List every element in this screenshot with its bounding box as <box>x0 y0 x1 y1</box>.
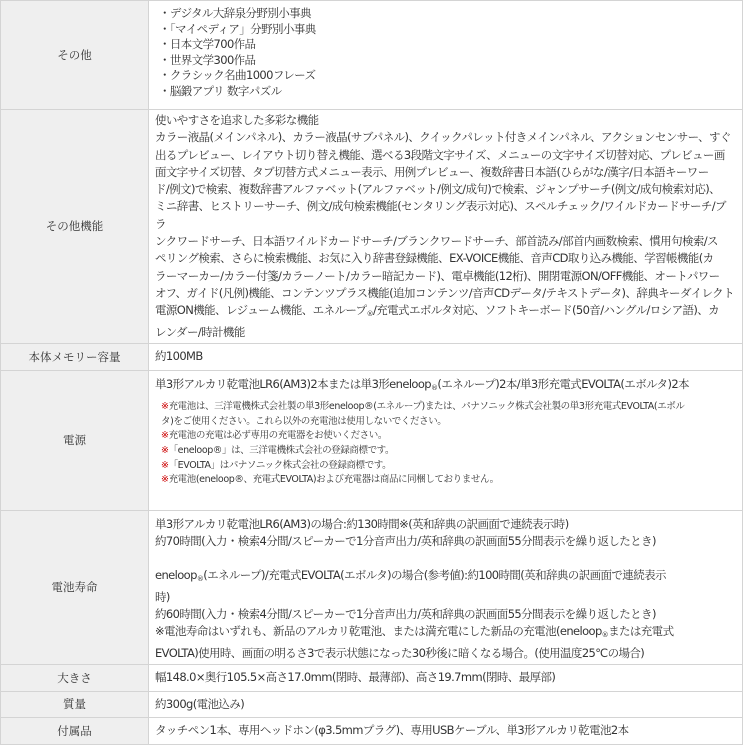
functions-line: オフ、ガイド(凡例)機能、コンテンツプラス機能(追加コンテンツ/音声CDデータ/テキストデータ)、辞典キーダイレクト <box>155 285 734 300</box>
list-item: ・ デジタル大辞泉分野別小事典 <box>159 6 736 22</box>
row-label: その他機能 <box>1 110 149 344</box>
functions-text: /充電式エボルタ対応、ソフトキーボード(50音/ハングル/ロシア語)、カ <box>372 303 720 318</box>
note-text: 充電池は、三洋電機株式会社製の単3形eneloop®(エネループ)または、パナソニック株式会社製の単3形充電式EVOLTA(エボル <box>168 401 685 413</box>
functions-line <box>155 302 736 323</box>
functions-line: レンダー/時計機能 <box>155 324 245 339</box>
power-text: (エネループ)2本/単3形充電式EVOLTA(エボルタ)2本 <box>437 376 689 391</box>
note-mark: ※ <box>161 459 169 471</box>
registered-mark: ® <box>196 575 204 584</box>
note-text: 充電池の充電は必ず専用の充電器をお使いください。 <box>168 430 387 442</box>
battery-line <box>155 623 736 644</box>
note-line <box>155 444 736 459</box>
functions-line: 面文字サイズ切替、タブ切替方式メニュー表示、用例プレビュー、複数辞書日本語(ひらがな/漢字/日本語キーワー <box>155 164 709 179</box>
power-main <box>155 376 736 397</box>
note-mark: ※ <box>161 444 169 456</box>
note-text: 「EVOLTA」はパナソニック株式会社の登録商標です。 <box>168 459 392 471</box>
note-line <box>155 429 736 444</box>
functions-line: ンクワードサーチ、日本語ワイルドカードサーチ/ブランクワードサーチ、部首読み/部首内画数検索、慣用句検索/ス <box>155 234 718 249</box>
row-other-functions <box>1 110 743 344</box>
functions-line: カラー液晶(メインパネル)、カラー液晶(サブパネル)、クイックパレット付きメインパネル、アクションセンサー、すぐ <box>155 130 731 145</box>
note-line <box>155 459 736 474</box>
note-text: タ)をご使用ください。これら以外の充電池は使用しないでください。 <box>161 415 447 427</box>
list-item: ・ クラシック名曲1000フレーズ <box>159 68 736 84</box>
note-line <box>155 473 736 488</box>
spacer <box>155 550 736 567</box>
row-value: 幅148.0×奥行105.5×高さ17.0mm(閉時、最薄部)、高さ19.7mm(閉時、最厚部) <box>149 664 743 691</box>
row-label: 電池寿命 <box>1 510 149 664</box>
functions-line: ペリング検索、さらに検索機能、お気に入り辞書登録機能、EX-VOICE機能、音声CD取り込み機能、学習帳機能(カ <box>155 251 714 266</box>
row-value: 約100MB <box>149 343 743 370</box>
battery-text: eneloop <box>155 568 197 583</box>
battery-text: ※電池寿命はいずれも、新品のアルカリ乾電池、または満充電にした新品の充電池(eneloop <box>155 624 602 639</box>
row-value: タッチペン1本、専用ヘッドホン(φ3.5mmプラグ)、専用USBケーブル、単3形アルカリ乾電池2本 <box>149 717 743 744</box>
battery-line: 単3形アルカリ乾電池LR6(AM3)の場合:約130時間※(英和辞典の訳画面で連続表示時) <box>155 516 569 531</box>
battery-line: 約70時間(入力・検索4分間/スピーカーで1分音声出力/英和辞典の訳画面55分間表示を繰り返したとき) <box>155 534 656 549</box>
row-label: 質量 <box>1 691 149 717</box>
list-item: ・ 「マイペディア」分野別小事典 <box>159 22 736 38</box>
registered-mark: ® <box>431 383 438 392</box>
row-accessories <box>1 717 743 744</box>
note-mark: ※ <box>161 474 169 486</box>
registered-mark: ® <box>366 310 373 319</box>
note-line <box>155 415 736 430</box>
battery-line <box>155 567 736 588</box>
row-value <box>149 370 743 510</box>
row-size <box>1 664 743 691</box>
row-other <box>1 1 743 110</box>
list-item: ・ 脳鍛アプリ 数字パズル <box>159 84 736 100</box>
row-label: 付属品 <box>1 717 149 744</box>
row-value: 約300g(電池込み) <box>149 691 743 717</box>
list-item: ・ 日本文学700作品 <box>159 37 736 53</box>
functions-text: 電源ON機能、レジューム機能、エネループ <box>155 303 367 318</box>
row-weight <box>1 691 743 717</box>
battery-text: または充電式 <box>608 624 674 639</box>
battery-text: (エネループ)/充電式EVOLTA(エボルタ)の場合(参考値):約100時間(英和辞典の訳画面で連続表示 <box>203 568 666 583</box>
row-label: その他 <box>1 1 149 110</box>
note-text: 充電池(eneloop®、充電式EVOLTA)および充電器は商品に同梱しておりません。 <box>168 474 499 486</box>
list-item: ・ 世界文学300作品 <box>159 53 736 69</box>
row-label: 本体メモリー容量 <box>1 343 149 370</box>
functions-heading: 使いやすさを追求した多彩な機能 <box>155 113 319 127</box>
note-line <box>155 400 736 415</box>
functions-line: ミニ辞書、ヒストリーサーチ、例文/成句検索機能(センタリング表示対応)、スペルチェック/ワイルドカードサーチ/ブラ <box>155 199 726 231</box>
row-label: 電源 <box>1 370 149 510</box>
battery-line: EVOLTA)使用時、画面の明るさ3で表示状態になった30秒後に暗くなる場合。(使用温度25℃の場合) <box>155 645 645 660</box>
battery-line: 時) <box>155 589 170 604</box>
other-list <box>155 6 736 99</box>
row-power <box>1 370 743 510</box>
note-mark: ※ <box>161 430 169 442</box>
registered-mark: ® <box>601 631 609 640</box>
row-value <box>149 510 743 664</box>
row-memory <box>1 343 743 370</box>
row-value <box>149 110 743 344</box>
power-text: 単3形アルカリ乾電池LR6(AM3)2本または単3形eneloop <box>155 376 431 391</box>
note-mark: ※ <box>161 401 169 413</box>
functions-line: 出るプレビュー、レイアウト切り替え機能、選べる3段階文字サイズ、メニューの文字サイズ切替対応、プレビュー画 <box>155 147 725 162</box>
row-battery <box>1 510 743 664</box>
functions-line: ラーマーカー/カラー付箋/カラーノート/カラー暗記カード)、電卓機能(12桁)、開閉電源ON/OFF機能、オートパワー <box>155 268 720 283</box>
row-value <box>149 1 743 110</box>
battery-line: 約60時間(入力・検索4分間/スピーカーで1分音声出力/英和辞典の訳画面55分間表示を繰り返したとき) <box>155 607 656 622</box>
note-text: 「eneloop®」は、三洋電機株式会社の登録商標です。 <box>168 444 395 456</box>
row-label: 大きさ <box>1 664 149 691</box>
functions-line: ド/例文)で検索、複数辞書アルファベット(アルファベット/例文/成句)で検索、ジャンプサーチ(例文/成句検索対応)、 <box>155 182 721 197</box>
